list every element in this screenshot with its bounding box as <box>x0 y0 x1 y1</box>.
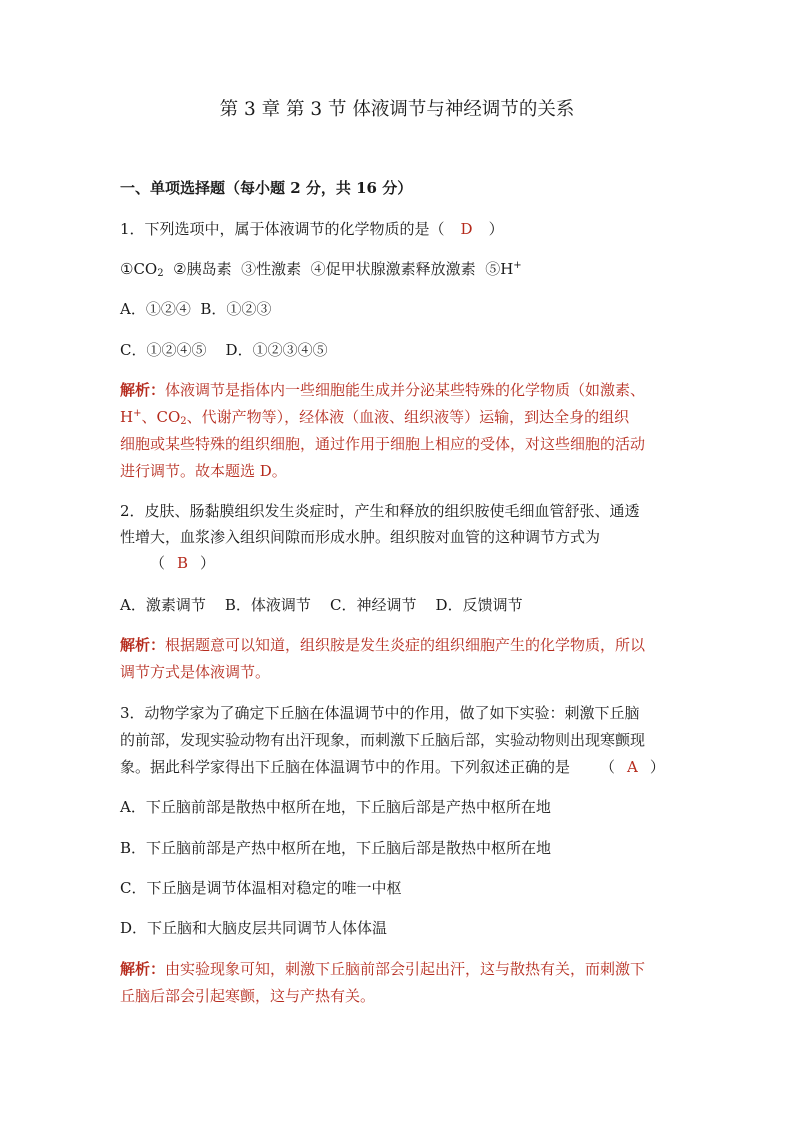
question-3-stem-line-1: 3．动物学家为了确定下丘脑在体温调节中的作用，做了如下实验：刺激下丘脑 <box>120 704 640 722</box>
question-2-answer: B <box>177 554 189 572</box>
question-3-option-c: C．下丘脑是调节体温相对稳定的唯一中枢 <box>120 879 402 897</box>
question-2-explanation-line-1 <box>120 635 645 655</box>
question-1-options-cd: C．①②④⑤ D．①②③④⑤ <box>120 341 328 359</box>
question-3-stem-line-2: 的前部，发现实验动物有出汗现象，而刺激下丘脑后部，实验动物则出现寒颤现 <box>120 731 646 749</box>
exp-h-superscript: + <box>133 408 142 419</box>
question-1-stem <box>120 219 504 239</box>
question-3-paren-close: ） <box>649 758 665 776</box>
question-1-items-superscript: + <box>513 260 522 271</box>
question-1-explanation-label: 解析： <box>120 381 166 399</box>
exp-line-2-rest: 、代谢产物等），经体液（血液、组织液等）运输，到达全身的组织 <box>186 408 630 426</box>
exp-h: H <box>120 408 134 426</box>
exp-co-subscript: 2 <box>180 416 187 427</box>
question-2-paren-open: （ <box>150 554 166 572</box>
question-1-stem-close: ） <box>488 220 504 238</box>
question-1-explanation-text: 体液调节是指体内一些细胞能生成并分泌某些特殊的化学物质（如激素、 <box>165 381 646 399</box>
question-3-explanation-text: 由实验现象可知，刺激下丘脑前部会引起出汗，这与散热有关，而刺激下 <box>165 960 646 978</box>
question-1-items <box>120 259 522 279</box>
question-1-explanation-line-1 <box>120 380 645 400</box>
question-2-stem-line-1: 2．皮肤、肠黏膜组织发生炎症时，产生和释放的组织胺使毛细血管舒张、通透 <box>120 502 640 520</box>
question-1-items-text-2: ②胰岛素 ③性激素 ④促甲状腺激素释放激素 ⑤H <box>163 260 514 278</box>
question-2-explanation-line-2: 调节方式是体液调节。 <box>120 663 271 681</box>
question-3-explanation-line-2: 丘脑后部会引起寒颤，这与产热有关。 <box>120 987 376 1005</box>
question-2-paren-close: ） <box>200 554 216 572</box>
question-3-answer: A <box>627 758 638 776</box>
question-3-option-a: A．下丘脑前部是散热中枢所在地，下丘脑后部是产热中枢所在地 <box>120 798 551 816</box>
question-2-stem-line-2: 性增大，血浆渗入组织间隙而形成水肿。组织胺对血管的这种调节方式为 <box>120 528 601 546</box>
question-3-stem-line-3 <box>120 757 665 777</box>
page-title: 第 3 章 第 3 节 体液调节与神经调节的关系 <box>219 99 575 120</box>
question-1-options-ab: A．①②④ B．①②③ <box>120 300 272 318</box>
question-3-stem-text: 象。据此科学家得出下丘脑在体温调节中的作用。下列叙述正确的是 <box>120 758 571 776</box>
question-3-explanation-label: 解析： <box>120 960 166 978</box>
question-2-options: A．激素调节 B．体液调节 C．神经调节 D．反馈调节 <box>120 596 523 614</box>
question-2-explanation-label: 解析： <box>120 636 166 654</box>
question-1-explanation-line-4: 进行调节。故本题选 D。 <box>120 462 287 480</box>
question-3-option-b: B．下丘脑前部是产热中枢所在地，下丘脑后部是散热中枢所在地 <box>120 839 552 857</box>
question-1-stem-text: 1．下列选项中，属于体液调节的化学物质的是（ <box>120 220 445 238</box>
section-heading: 一、单项选择题（每小题 2 分，共 16 分） <box>120 179 413 197</box>
question-3-paren-open: （ <box>600 758 616 776</box>
question-3-explanation-line-1 <box>120 959 645 979</box>
question-3-option-d: D．下丘脑和大脑皮层共同调节人体体温 <box>120 919 388 937</box>
question-1-explanation-line-3: 细胞或某些特殊的组织细胞，通过作用于细胞上相应的受体，对这些细胞的活动 <box>120 435 646 453</box>
question-1-items-subscript: 2 <box>157 268 164 279</box>
question-2-answer-line <box>150 553 215 573</box>
question-2-explanation-text: 根据题意可以知道，组织胺是发生炎症的组织细胞产生的化学物质，所以 <box>165 636 646 654</box>
exp-co: 、CO <box>141 408 181 426</box>
question-1-explanation-line-2 <box>120 407 629 427</box>
question-1-answer: D <box>460 220 473 238</box>
question-1-items-text: ①CO <box>120 260 158 278</box>
